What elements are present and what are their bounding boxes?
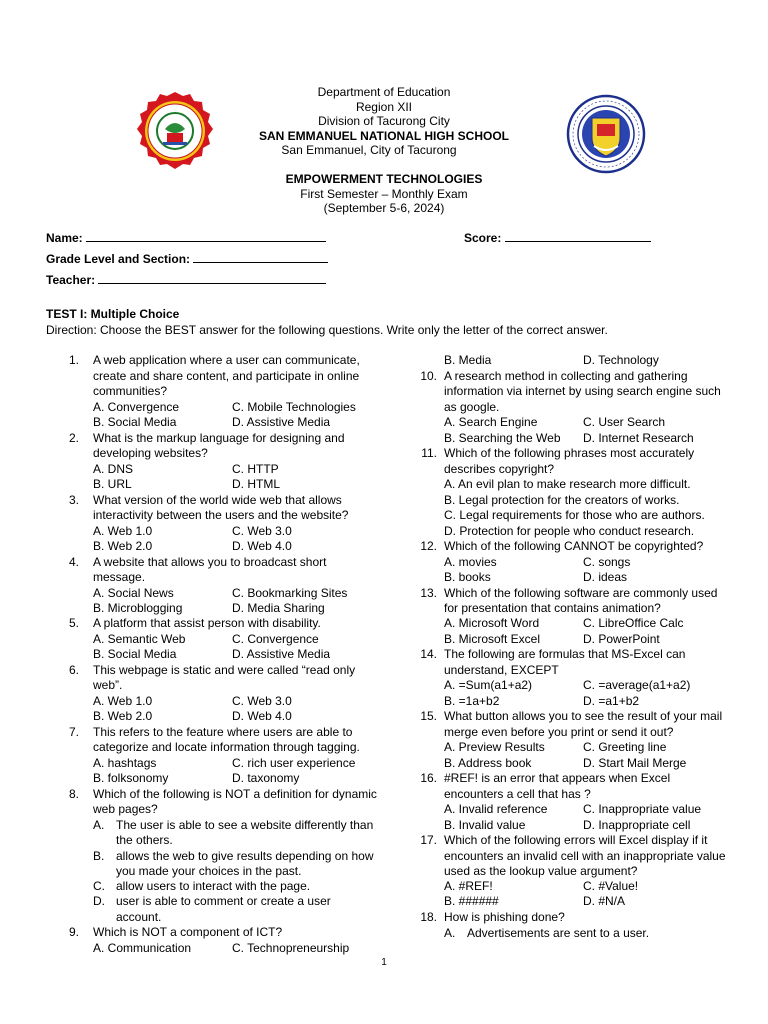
- option-c: allow users to interact with the page.: [116, 879, 311, 893]
- question-number: 10.: [420, 368, 437, 383]
- option-a: A. Web 1.0: [93, 693, 153, 708]
- option-d: D. Assistive Media: [232, 647, 331, 661]
- option-d: D. taxonomy: [232, 771, 300, 785]
- question-text: for presentation that contains animation?: [444, 601, 661, 615]
- option-b: B. ######: [444, 894, 499, 908]
- score-label: Score:: [464, 231, 502, 245]
- question-number: 6.: [68, 662, 79, 677]
- question-number: 14.: [420, 647, 437, 661]
- test-title: TEST I: Multiple Choice: [46, 307, 180, 321]
- option-d: D. ideas: [583, 570, 628, 584]
- option-a: A. DNS: [93, 461, 134, 476]
- option-c: C. HTTP: [232, 461, 279, 476]
- option-b: B. Web 2.0: [93, 709, 153, 723]
- option-d: D. Protection for people who conduct research.: [444, 523, 695, 538]
- option-b: B. Media: [444, 353, 492, 367]
- option-d: D. PowerPoint: [583, 631, 660, 646]
- subject-title: EMPOWERMENT TECHNOLOGIES: [285, 172, 483, 186]
- option-a: A. Invalid reference: [444, 802, 548, 816]
- option-d-cont: account.: [116, 909, 162, 924]
- dept-line: Department of Education: [317, 85, 451, 99]
- option-a: Advertisements are sent to a user.: [467, 926, 650, 940]
- option-b: B. URL: [93, 477, 132, 491]
- grade-label: Grade Level and Section:: [46, 252, 191, 266]
- grade-field[interactable]: [46, 251, 328, 266]
- question-text: encounters an invalid cell with an inappropriate value: [444, 848, 726, 863]
- question-number: 17.: [420, 833, 437, 847]
- question-number: 1.: [68, 353, 79, 367]
- question-text: #REF! is an error that appears when Excel: [444, 771, 671, 785]
- question-text: Which is NOT a component of ICT?: [93, 925, 283, 939]
- option-d: D. Web 4.0: [232, 539, 292, 553]
- question-text: merge even before you print or send it out?: [444, 724, 674, 739]
- option-c: C. =average(a1+a2): [583, 678, 691, 692]
- option-b: B. Social Media: [93, 647, 177, 661]
- option-a-cont: the others.: [116, 833, 173, 847]
- question-text: developing websites?: [93, 446, 208, 460]
- option-b: B. Social Media: [93, 415, 177, 429]
- option-c-letter: C.: [93, 879, 105, 893]
- question-number: 18.: [420, 909, 437, 924]
- option-b-cont: you made your choices in the past.: [116, 864, 302, 878]
- question-text: What button allows you to see the result of your mail: [444, 709, 723, 723]
- question-number: 12.: [420, 539, 437, 553]
- question-text: This refers to the feature where users are able to: [93, 724, 353, 739]
- question-number: 15.: [420, 709, 437, 723]
- name-label: Name:: [46, 231, 83, 245]
- question-text: The following are formulas that MS-Excel can: [444, 647, 686, 661]
- option-c: C. Bookmarking Sites: [232, 585, 348, 600]
- question-text: What version of the world wide web that allows: [93, 492, 342, 507]
- option-b-letter: B.: [93, 848, 105, 863]
- option-c: C. Mobile Technologies: [232, 399, 356, 414]
- question-text: A web application where a user can communicate,: [93, 353, 360, 367]
- question-text: Which of the following phrases most accurately: [444, 446, 695, 460]
- option-d-letter: D.: [93, 894, 105, 908]
- option-d: D. Start Mail Merge: [583, 755, 687, 770]
- score-field[interactable]: [464, 230, 651, 245]
- question-text: Which of the following is NOT a definition for dynamic: [93, 786, 377, 801]
- option-a: A. Preview Results: [444, 740, 545, 754]
- option-d: D. Inappropriate cell: [583, 817, 691, 832]
- option-c: C. rich user experience: [232, 755, 356, 770]
- option-b: B. Microsoft Excel: [444, 631, 541, 646]
- question-number: 9.: [68, 925, 79, 939]
- school-name: SAN EMMANUEL NATIONAL HIGH SCHOOL: [258, 128, 509, 143]
- option-c: C. songs: [583, 554, 631, 569]
- name-blank[interactable]: [86, 230, 326, 242]
- option-c: C. #Value!: [583, 879, 639, 893]
- question-text: Which of the following CANNOT be copyrighted?: [444, 539, 704, 553]
- question-text: Which of the following software are commonly used: [444, 585, 718, 600]
- question-number: 5.: [68, 616, 79, 630]
- option-c: C. Web 3.0: [232, 523, 292, 538]
- option-a-letter: A.: [444, 926, 456, 940]
- option-d: D. #N/A: [583, 894, 626, 908]
- question-text: A website that allows you to broadcast short: [93, 554, 327, 569]
- option-b: B. Legal protection for the creators of works.: [444, 492, 680, 507]
- option-a: A. hashtags: [93, 755, 157, 770]
- question-text: message.: [93, 570, 146, 584]
- option-d: D. Assistive Media: [232, 415, 331, 429]
- option-c: C. Greeting line: [583, 740, 667, 754]
- question-text: describes copyright?: [444, 461, 555, 476]
- question-text: web pages?: [93, 802, 158, 816]
- score-blank[interactable]: [505, 230, 651, 242]
- question-text: categorize and locate information through tagging.: [93, 740, 360, 754]
- option-a: A. Microsoft Word: [444, 616, 540, 630]
- option-b: B. Address book: [444, 755, 532, 770]
- question-text: web”.: [93, 678, 123, 692]
- question-number: 16.: [420, 771, 437, 785]
- question-text: This webpage is static and were called “read only: [93, 662, 356, 677]
- teacher-field[interactable]: [46, 272, 326, 287]
- question-number: 3.: [68, 492, 79, 507]
- question-number: 13.: [420, 585, 437, 600]
- option-a: A. An evil plan to make research more difficult.: [444, 477, 691, 491]
- option-b: B. Invalid value: [444, 817, 526, 832]
- teacher-blank[interactable]: [98, 272, 326, 284]
- question-number: 7.: [68, 724, 79, 739]
- option-c: C. Web 3.0: [232, 693, 292, 708]
- option-b: B. books: [444, 570, 491, 584]
- test-direction: Direction: Choose the BEST answer for the following questions. Write only the letter of the correct answer.: [46, 323, 608, 337]
- question-text: communities?: [93, 384, 168, 398]
- question-text: understand, EXCEPT: [444, 662, 559, 677]
- region-line: Region XII: [355, 99, 413, 114]
- option-d: D. Internet Research: [583, 430, 694, 445]
- question-text: interactivity between the users and the website?: [93, 508, 349, 522]
- question-number: 11.: [421, 446, 437, 460]
- option-a-letter: A.: [93, 817, 105, 832]
- option-c: C. Convergence: [232, 631, 319, 646]
- question-text: create and share content, and participate in online: [93, 368, 360, 383]
- option-c: C. User Search: [583, 415, 666, 429]
- school-address: San Emmanuel, City of Tacurong: [281, 143, 457, 157]
- option-c: C. LibreOffice Calc: [583, 616, 684, 630]
- option-c: C. Technopreneurship: [232, 940, 350, 955]
- question-number: 4.: [68, 554, 79, 569]
- option-b: B. Web 2.0: [93, 539, 153, 553]
- option-b: B. Searching the Web: [444, 430, 561, 445]
- option-c: C. Legal requirements for those who are authors.: [444, 508, 705, 522]
- question-number: 2.: [68, 430, 79, 445]
- option-b: B. folksonomy: [93, 771, 169, 785]
- exam-title: First Semester – Monthly Exam: [300, 186, 468, 201]
- option-b: B. Microblogging: [93, 601, 183, 615]
- option-a: A. =Sum(a1+a2): [444, 678, 533, 692]
- option-a: A. Web 1.0: [93, 523, 153, 538]
- deped-seal-logo: [566, 94, 646, 174]
- option-d: D. Technology: [583, 353, 659, 367]
- question-text: Which of the following errors will Excel display if it: [444, 833, 708, 847]
- option-d: D. Media Sharing: [232, 601, 325, 615]
- option-a: The user is able to see a website differently than: [116, 817, 374, 832]
- option-b: B. =1a+b2: [444, 693, 500, 708]
- question-text: A research method in collecting and gathering: [444, 368, 688, 383]
- option-a: A. Convergence: [93, 399, 180, 414]
- teacher-label: Teacher:: [46, 273, 96, 287]
- exam-date: (September 5-6, 2024): [323, 201, 445, 215]
- question-text: encounters a cell that has ?: [444, 786, 591, 801]
- option-a: A. #REF!: [444, 879, 493, 893]
- option-a: A. movies: [444, 554, 497, 569]
- grade-blank[interactable]: [193, 251, 328, 263]
- question-text: information via internet by using search engine such: [444, 384, 721, 398]
- option-a: A. Social News: [93, 585, 174, 600]
- question-text: What is the markup language for designing and: [93, 430, 345, 445]
- option-b: allows the web to give results depending on how: [116, 848, 374, 863]
- option-d: D. =a1+b2: [583, 693, 640, 708]
- division-line: Division of Tacurong City: [318, 114, 450, 128]
- question-text: used as the lookup value argument?: [444, 864, 638, 878]
- option-a: A. Search Engine: [444, 415, 538, 429]
- option-a: A. Semantic Web: [93, 631, 186, 646]
- option-a: A. Communication: [93, 940, 192, 955]
- option-d: D. Web 4.0: [232, 709, 292, 723]
- option-d: D. HTML: [232, 477, 280, 491]
- name-field[interactable]: [46, 230, 326, 245]
- question-text: How is phishing done?: [444, 909, 565, 924]
- question-number: 8.: [68, 786, 79, 801]
- option-c: C. Inappropriate value: [583, 802, 702, 816]
- school-seal-logo: [132, 92, 218, 170]
- question-text: as google.: [444, 399, 500, 414]
- question-text: A platform that assist person with disability.: [93, 616, 321, 630]
- page-number: 1: [381, 957, 387, 968]
- option-d: user is able to comment or create a user: [116, 894, 331, 908]
